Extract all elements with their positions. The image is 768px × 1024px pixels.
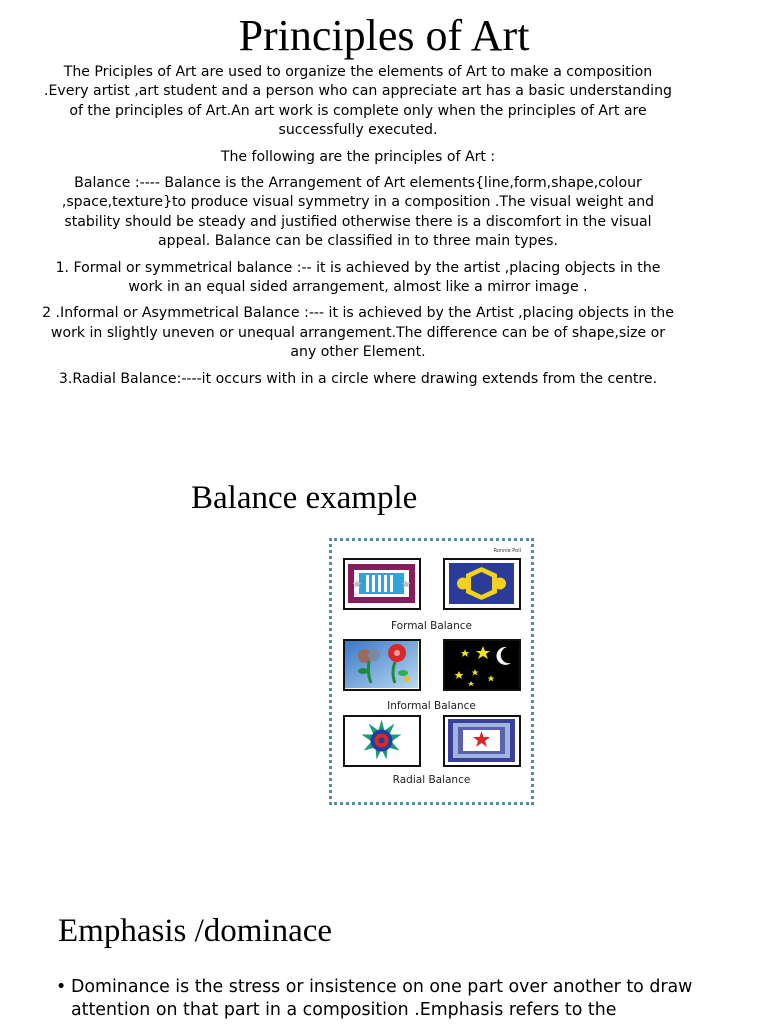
page-title: Principles of Art (238, 11, 530, 60)
informal-balance-caption: Informal Balance (387, 700, 476, 712)
intro-text-block (40, 63, 676, 396)
figure-credit: Ronnie Poll (493, 548, 521, 554)
balance-definition-paragraph: Balance :---- Balance is the Arrangement of Art elements{line,form,shape,colour ,space,texture}to produce visual symmetry in a composition .The visual weight and stability should be steady and justified otherwise there is a discomfort in the visual appeal. Balance can be classified in to three main types. (61, 175, 655, 250)
list-item: • Dominance is the stress or insistence on one part over another to draw attention on that part in a composition .Emphasis refers to the (56, 976, 736, 1022)
formal-pattern-hexagon-icon (445, 560, 518, 607)
radial-balance-right-tile (443, 715, 521, 767)
emphasis-heading: Emphasis /dominace (58, 913, 333, 949)
formal-balance-left-tile (343, 558, 421, 610)
formal-balance-caption: Formal Balance (390, 620, 473, 632)
informal-balance-left-tile (343, 639, 421, 691)
informal-balance-paragraph: 2 .Informal or Asymmetrical Balance :--- it is achieved by the Artist ,placing objects in the work in slightly uneven or unequal arrangement.The difference can be of shape,size or any other Element. (42, 305, 674, 361)
formal-balance-paragraph: 1. Formal or symmetrical balance :-- it is achieved by the artist ,placing objects in the work in an equal sided arrangement, almost like a mirror image . (55, 259, 661, 296)
following-paragraph: The following are the principles of Art : (220, 148, 496, 165)
formal-pattern-stripes-icon (345, 560, 418, 607)
intro-paragraph: The Priciples of Art are used to organize the elements of Art to make a composition .Every artist ,art student and a person who can appreciate art has a basic understanding of the principles of Art.An art work is complete only when the principles of Art are successfully executed. (44, 64, 672, 139)
night-sky-icon (445, 641, 518, 688)
informal-balance-right-tile (443, 639, 521, 691)
balance-example-heading: Balance example (191, 480, 418, 516)
emphasis-bullet-list (56, 976, 736, 1022)
radial-frames-star-icon (445, 717, 518, 764)
radial-balance-caption: Radial Balance (392, 774, 471, 786)
radial-starburst-icon (345, 717, 418, 764)
formal-balance-right-tile (443, 558, 521, 610)
flowers-icon (345, 641, 418, 688)
radial-balance-left-tile (343, 715, 421, 767)
radial-balance-paragraph: 3.Radial Balance:----it occurs with in a circle where drawing extends from the centre. (58, 370, 658, 387)
balance-example-figure (329, 538, 534, 805)
